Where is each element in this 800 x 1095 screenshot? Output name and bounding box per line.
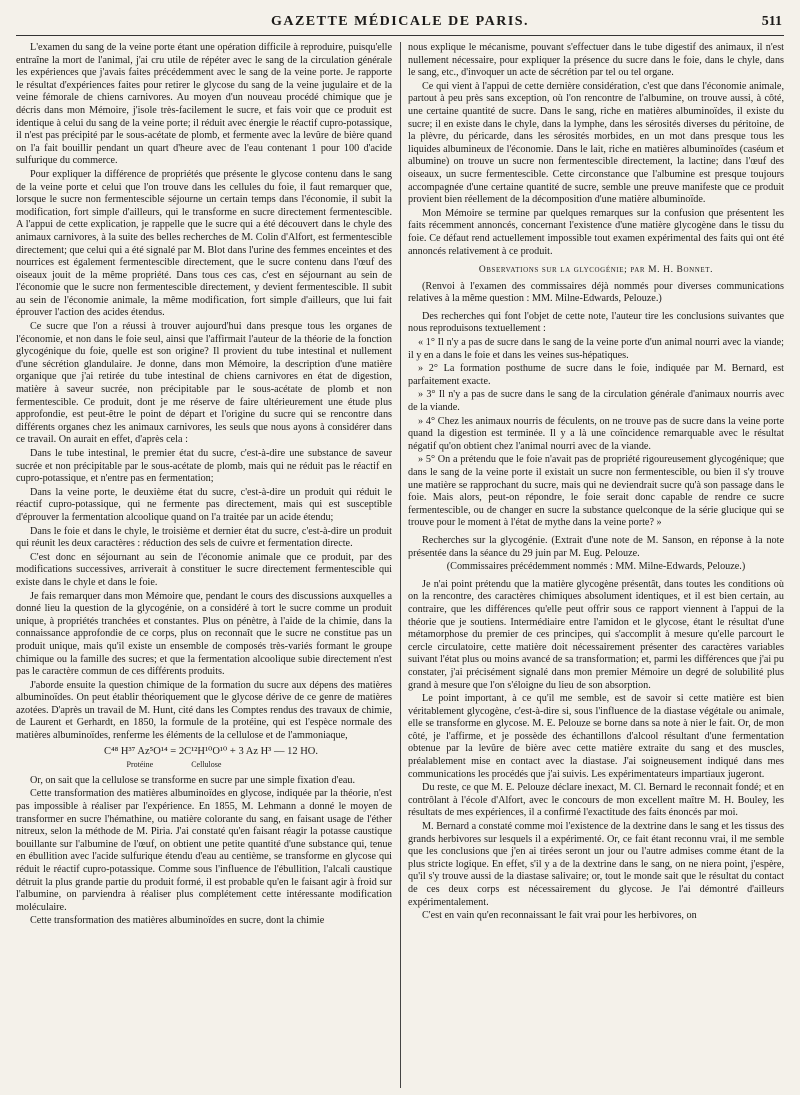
page-number: 511 [761, 14, 782, 29]
paragraph: J'aborde ensuite la question chimique de la formation du sucre aux dépens des matières albuminoïdes. On peut établir théoriquement que le glycose dérive de ce genre de matières azotées. D'après un travail de M. Hunt, cité dans les Comptes rendus des travaux de chimie, de Laurent et Gerhardt, en 1850, la formule de la protéine, qui est l'espèce normale des matières albuminoïdes, renferme les éléments de la cellulose et de l'ammoniaque, [16, 679, 392, 742]
section-title-sanson: Recherches sur la glycogénie. (Extrait d'une note de M. Sanson, en réponse à la note présentée dans la séance du 29 juin par M. Eug. Pelouze. [408, 534, 784, 559]
section-title-bonnet [408, 264, 784, 277]
conclusion-item: » 5° On a prétendu que le foie n'avait pas de propriété rigoureusement glycogénique; que dans le sang de la veine porte il existait un sucre non fermentescible, ou bien il s'y trouve une matière se rapprochant du sucre, mais qui ne deviendrait sucre qu'à son passage dans le foie. Mais alors, peut-on répondre, le foie serait donc capable de rendre ce sucre fermentescible, ou de changer en sucre la substance quelconque de la série glucique qui se trouve pour le moment à l'état de mythe dans la veine porte? » [408, 454, 784, 529]
column-divider [400, 42, 401, 1088]
paragraph: Je n'ai point prétendu que la matière glycogène présentât, dans toutes les conditions où on la rencontre, des caractères chimiques absolument identiques, et il est bien certain, au contraire, que les différences qu'elle peut offrir sous ce rapport viennent à l'appui de la théorie que je soutiens. Intermédiaire entre l'amidon et le glycose, étant le résultat d'une métamorphose du premier de ces principes, qui s'accomplit à mesure qu'elle parcourt le cercle circulatoire, cette matière doit nécessairement présenter des caractères variables suivant l'état plus ou moins avancé de sa transformation; et, parmi les différences que j'ai pu constater, j'ai précisément signalé dans mon premier Mémoire un degré de solubilité plus grand à mesure que l'on s'éloigne du lieu de son absorption. [408, 578, 784, 691]
paragraph: Des recherches qui font l'objet de cette note, l'auteur tire les conclusions suivantes que nous reproduisons textuellement : [408, 310, 784, 335]
paragraph: M. Bernard a constaté comme moi l'existence de la dextrine dans le sang et les tissus des grands herbivores sur lesquels il a expérimenté. Or, ce fait étant reconnu vrai, il me semble que les conclusions que j'en ai tirées seront un jour ou l'autre admises comme étant de la plus stricte logique. En effet, s'il y a de la dextrine dans le sang, on ne niera point, j'espère, qu'il s'y trouve aussi de la diastase salivaire; or, tout le monde sait que le résultat du contact de ces deux corps est nécessairement du glycose. Je l'ai démontré d'ailleurs expérimentalement. [408, 821, 784, 908]
commission-note: (Commissaires précédemment nommés : MM. Milne-Edwards, Pelouze.) [446, 561, 746, 573]
paragraph: Du reste, ce que M. E. Pelouze déclare inexact, M. Cl. Bernard le reconnait fondé; et en contrôlant à l'école d'Alfort, avec le concours de mon excellent maître M. H. Bouley, les résultats de mes expériences, il a confirmé l'exactitude des faits énoncés par moi. [408, 782, 784, 819]
paragraph: Dans la veine porte, le deuxième état du sucre, c'est-à-dire un produit qui réduit le réactif cupro-potassique, qui ne fermente pas directement, mais qui est susceptible d'éprouver la fermentation alcoolique quand on l'a traitée par un acide étendu; [16, 486, 392, 523]
formula-label-proteine: Protéine [126, 760, 154, 770]
paragraph: Dans le foie et dans le chyle, le troisième et dernier état du sucre, c'est-à-dire un produit qui réunit les deux caractères : réduction des sels de cuivre et fermentation directe. [16, 525, 392, 550]
section-title-text: Observations sur la glycogénie; par M. H. Bonnet. [478, 265, 714, 276]
formula-label-cellulose: Cellulose [191, 760, 222, 770]
formula-labels [16, 759, 392, 772]
paragraph: Dans le tube intestinal, le premier état du sucre, c'est-à-dire une substance de saveur sucrée et non précipitable par le sous-acétate de plomb, mais qui ne réduit pas le réactif en cupro-potassique, et n'entre pas en fermentation; [16, 448, 392, 485]
conclusion-item: » 4° Chez les animaux nourris de féculents, on ne trouve pas de sucre dans la veine porte quand la digestion est terminée. Il y a là une coïncidence remarquable avec le résultat négatif qu'on obtient chez l'animal nourri avec de la viande. [408, 415, 784, 452]
paragraph: Ce qui vient à l'appui de cette dernière considération, c'est que dans l'économie animale, partout à peu près sans exception, où l'on rencontre de l'albumine, on trouve aussi, à côté, une certaine quantité de sucre. Dans le sang, riche en matières albuminoïdes, il existe du sucre; il en existe dans le chyle, dans la lymphe, dans les sérosités diverses du péritoine, de la plèvre, du péricarde, dans les sérosités morbides, en un mot dans presque tous les liquides albumineux de l'économie. Dans le lait, riche en matières albuminoïdes (caséum et albumine) on trouve un sucre non fermentescible directement, la lactine; dans l'œuf des oiseaux, un sucre fermentescible. Cette circonstance que l'albumine est presque toujours accompagnée d'une certaine quantité de sucre, semble une preuve manifeste que ce produit provient bien réellement de la décomposition d'une matière albuminoïde. [408, 80, 784, 206]
chemical-formula: C⁴⁸ H³⁷ Az⁵O¹⁴ = 2C¹²H¹⁰O¹⁰ + 3 Az H³ — 12 HO. [103, 745, 318, 757]
conclusion-item: » 3° Il n'y a pas de sucre dans le sang de la circulation générale d'animaux nourris avec de la viande. [408, 389, 784, 414]
paragraph: nous explique le mécanisme, pouvant s'effectuer dans le tube digestif des animaux, il n'est nullement nécessaire, pour expliquer la présence du sucre dans le foie, dans le chyle, dans le sang, etc., d'invoquer un acte de sécrétion par tel ou tel organe. [408, 42, 784, 79]
right-column [408, 42, 784, 1090]
conclusion-item: « 1° Il n'y a pas de sucre dans le sang de la veine porte d'un animal nourri avec la viande; il y en a dans le foie et dans les veines sus-hépatiques. [408, 337, 784, 361]
paragraph: L'examen du sang de la veine porte étant une opération difficile à reproduire, puisqu'elle entraîne la mort de l'animal, j'ai cru utile de répéter avec le sang de la circulation générale les expériences que j'avais faites précédemment avec le sang de la veine porte. Je rapporte le résultat d'expériences faites pour retirer le glycose du sang de la veine jugulaire et de la veine fémorale de chiens carnivores. Au moyen d'un nouveau procédé chimique que je décris dans mon Mémoire, j'isole très-facilement le sucre, et fais voir que ce produit est identique à celui du sang de la veine porte; il réduit avec énergie le réactif cupro-potassique, il n'est pas précipité par le sous-acétate de plomb, et fermente avec la levûre de bière quand on l'a fait bouillir pendant un quart d'heure avec de l'eau contenant 1 pour 100 d'acide sulfurique du commerce. [16, 42, 392, 167]
paragraph: C'est en vain qu'en reconnaissant le fait vrai pour les herbivores, on [422, 910, 697, 922]
paragraph: Ce sucre que l'on a réussi à trouver aujourd'hui dans presque tous les organes de l'économie, et non dans le foie seul, ainsi que l'affirmait l'auteur de la théorie de la fonction glycogénique du foie, quelle est son origine? Il provient du tube intestinal et nullement d'une sécrétion glandulaire. Je donne, dans mon Mémoire, la description d'une matière organique que j'ai retirée du tube intestinal de chiens carnivores en état de digestion, matière à saveur sucrée, non précipitable par le sous-acétate de plomb et non fermentescible. Ce produit, dont je me réserve de faire ultérieurement une étude plus approfondie, est peut-être le point de départ et l'origine du sucre qui se rencontre dans différents organes chez les animaux carnivores, les seuls que nous ayons à considérer dans ce travail. On aurait en effet, d'après cela : [16, 321, 392, 446]
paragraph: Cette transformation des matières albuminoïdes en glycose, indiquée par la théorie, n'est pas impossible à réaliser par l'expérience. En 1855, M. Lehmann a donné le moyen de transformer en sucre l'hémathine, ou matière colorante du sang, en faisant usage de l'éther nitreux, selon la méthode de M. Piria. J'ai constaté qu'en faisant réagir la potasse caustique bouillante sur l'albumine de l'œuf, on obtient une petite quantité d'une substance qui, tenue en ébullition avec l'acide sulfurique étendu d'eau au centième, se transforme en glycose qui réduit le réactif cupro-potassique. Comme sous l'influence de l'ébullition, l'alcali caustique détruit la plus grande partie du produit formé, il est probable qu'en le faisant agir à froid sur l'albumine, on parviendra à réaliser plus complétement cette intéressante modification moléculaire. [16, 788, 392, 913]
journal-title: GAZETTE MÉDICALE DE PARIS. [270, 14, 530, 29]
paragraph: Le point important, à ce qu'il me semble, est de savoir si cette matière est bien véritablement glycogène, c'est-à-dire si, sous l'influence de la diastase végétale ou animale, elle se transforme en glycose. M. E. Pelouze se borne dans sa note à nier le fait. Or, de mon côté, je l'affirme, et je possède des échantillons d'alcool résultant d'une fermentation obtenue par la levûre de bière avec cette matière extraite du sang et des muscles, préalablement mise en contact avec la diastase. J'ai soigneusement indiqué dans mes communications les procédés que j'ai suivis. Les expérimentateurs impartiaux jugeront. [408, 693, 784, 780]
paragraph: Pour expliquer la différence de propriétés que présente le glycose contenu dans le sang de la veine porte et celui que l'on trouve dans les cellules du foie, il faut remarquer que, lorsque le sucre non fermentescible séjourne un certain temps dans l'économie, il subit la modification, fort simple d'ailleurs, qui le transforme en sucre directement fermentescible. A l'appui de cette explication, je rappelle que le sucre qui a été découvert dans le chyle des animaux carnivores, à la suite des belles recherches de M. Colin d'Alfort, est fermentescible directement; que celui qui a été signalé par M. Blot dans l'urine des femmes enceintes et des nourrices est également fermentescible directement, que le sucre contenu dans l'œuf des oiseaux jouit de la même propriété. Dans tous ces cas, c'est en séjournant au sein de l'économie que le sucre non fermentescible directement, y devient fermentescible. Il subit au sein de l'économie animale, la même modification, fort simple d'ailleurs, que lui fait éprouver l'action des acides étendus. [16, 168, 392, 319]
paragraph: Or, on sait que la cellulose se transforme en sucre par une simple fixation d'eau. [30, 774, 356, 786]
page-header [16, 14, 784, 36]
paragraph: Cette transformation des matières albuminoïdes en sucre, dont la chimie [30, 915, 325, 927]
paragraph: Je fais remarquer dans mon Mémoire que, pendant le cours des discussions auxquelles a donné lieu la question de la glycogénie, on a considéré à tort le sucre comme un produit unique, à propriétés tranchées et constantes. Plus on pénètre, à l'aide de la chimie, dans la connaissance approfondie de ce corps, plus on reconnaît que le sucre ne constitue pas un produit unique, mais qu'il existe un ensemble de composés très-variés formant le groupe chimique ou la famille des sucres; et que la fermentation alcoolique subie directement n'est pas le caractère commun de ces différents produits. [16, 590, 392, 678]
paragraph: Mon Mémoire se termine par quelques remarques sur la confusion que présentent les faits récemment annoncés, concernant l'existence d'une matière glycogène dans le tissu du foie. Ce défaut rend actuellement impossible tout examen expérimental des faits qui ont été annoncés relativement à ce produit. [408, 207, 784, 257]
conclusions-quote [408, 337, 784, 530]
commission-note: (Renvoi à l'examen des commissaires déjà nommés pour diverses communications relatives à la même question : MM. Milne-Edwards, Pelouze.) [408, 280, 784, 305]
conclusion-item: » 2° La formation posthume de sucre dans le foie, indiquée par M. Bernard, est parfaitement exacte. [408, 363, 784, 387]
left-column [16, 42, 392, 1090]
paragraph: C'est donc en séjournant au sein de l'économie animale que ce produit, par des modifications successives, arriverait à constituer le sucre directement fermentescible qui existe dans le chyle et dans le foie. [16, 551, 392, 588]
